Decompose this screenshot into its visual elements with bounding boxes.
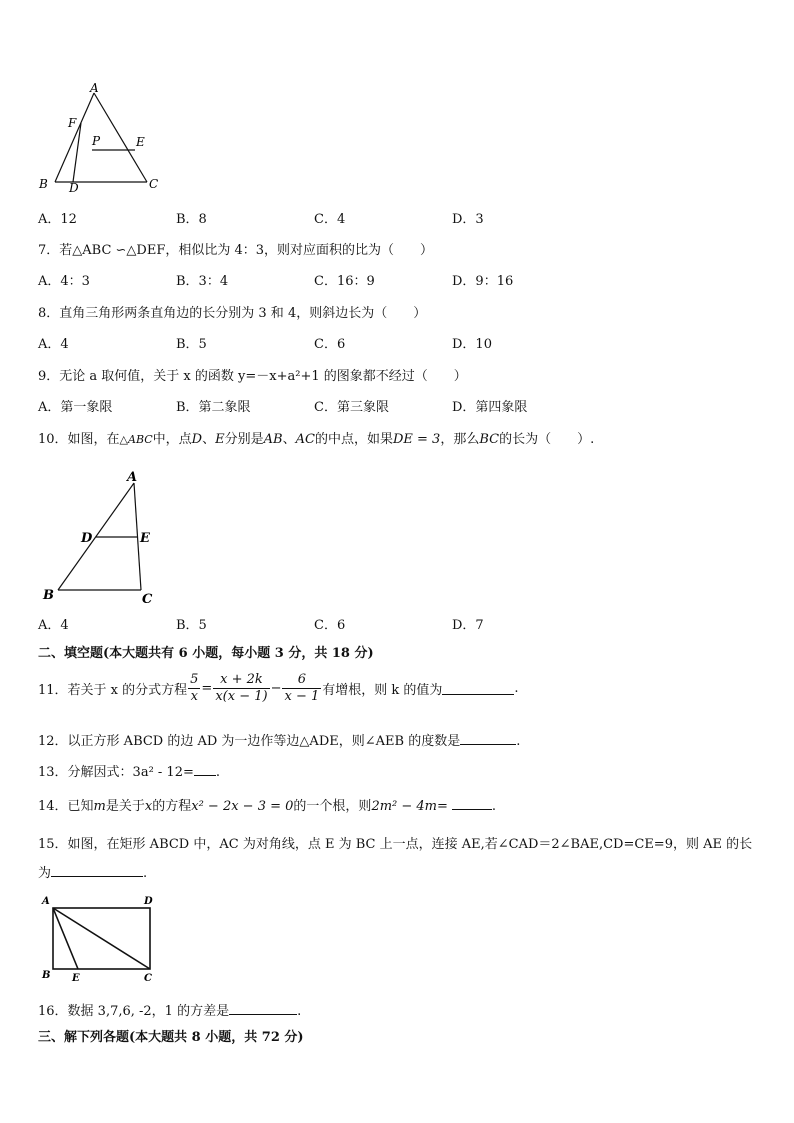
question-9: 9．无论 a 取何值，关于 x 的函数 y=－x+a²+1 的图象都不经过（ ） bbox=[38, 369, 467, 384]
triangle-figure-2 bbox=[38, 466, 163, 608]
q13-end: . bbox=[215, 765, 221, 780]
label-D: D bbox=[69, 181, 79, 195]
q10-ac: AC bbox=[295, 432, 315, 447]
q13-answer-blank[interactable] bbox=[194, 763, 216, 776]
label-A: A bbox=[127, 470, 138, 485]
label-B: B bbox=[39, 177, 48, 191]
label-E: E bbox=[136, 135, 145, 149]
q15-line2-text: 为 bbox=[38, 866, 52, 881]
q11-prefix: 11．若关于 x 的分式方程 bbox=[38, 682, 188, 698]
q10-point-d: D bbox=[191, 432, 203, 447]
question-13 bbox=[38, 761, 220, 780]
q10-text-4: ，那么 bbox=[440, 432, 480, 447]
q10-text-3: 的中点，如果 bbox=[314, 432, 393, 447]
fraction-3-num: 6 bbox=[282, 672, 321, 689]
q10-sep-2: 、 bbox=[282, 432, 296, 447]
q14-expression: 2m² − 4m bbox=[371, 799, 438, 814]
label-D: D bbox=[81, 531, 93, 546]
label-B: B bbox=[43, 588, 54, 603]
fraction-1 bbox=[188, 672, 200, 705]
q10-sep: 、 bbox=[202, 432, 216, 447]
q12-text: 12．以正方形 ABCD 的边 AD 为一边作等边△ADE，则∠AEB 的度数是 bbox=[38, 734, 461, 749]
question-8: 8．直角三角形两条直角边的长分别为 3 和 4，则斜边长为（ ） bbox=[38, 306, 427, 321]
q6-option-c: C．4 bbox=[314, 212, 346, 227]
q11-suffix: 有增根，则 k 的值为 bbox=[322, 682, 443, 698]
q9-option-d: D．第四象限 bbox=[452, 400, 528, 415]
q6-option-a: A．12 bbox=[38, 212, 77, 227]
label-E: E bbox=[72, 973, 80, 984]
fraction-1-num: 5 bbox=[190, 671, 199, 687]
q7-option-d: D．9：16 bbox=[452, 274, 514, 289]
rectangle-figure bbox=[38, 892, 163, 987]
q10-prefix: 10．如图，在 bbox=[38, 432, 120, 447]
q9-option-c: C．第三象限 bbox=[314, 400, 389, 415]
q10-bc: BC bbox=[479, 432, 500, 447]
q14-m: m bbox=[93, 799, 106, 814]
fraction-3-den: x − 1 bbox=[284, 688, 320, 704]
q10-point-e: E bbox=[215, 432, 225, 447]
section-2-heading: 二、填空题(本大题共有 6 小题，每小题 3 分，共 18 分) bbox=[38, 646, 374, 661]
q6-option-d: D．3 bbox=[452, 212, 484, 227]
q10-triangle: △ABC bbox=[119, 433, 153, 446]
q6-option-b: B．8 bbox=[176, 212, 207, 227]
q14-answer-blank[interactable] bbox=[452, 797, 492, 810]
q10-suffix: 的长为（ ）. bbox=[499, 432, 595, 447]
q11-answer-blank[interactable] bbox=[442, 682, 514, 695]
q14-x: x bbox=[144, 799, 153, 814]
q8-option-d: D．10 bbox=[452, 337, 492, 352]
q10-option-d: D．7 bbox=[452, 618, 484, 633]
q12-end: . bbox=[516, 734, 521, 749]
fraction-2 bbox=[213, 672, 269, 705]
question-16 bbox=[38, 1000, 301, 1019]
label-C: C bbox=[149, 177, 159, 191]
question-14 bbox=[38, 795, 496, 814]
q14-text-3: 的一个根，则 bbox=[293, 799, 372, 814]
label-C: C bbox=[144, 973, 152, 984]
q15-answer-blank[interactable] bbox=[51, 864, 143, 877]
q14-prefix: 14．已知 bbox=[38, 799, 94, 814]
q16-text: 16．数据 3,7,6, -2，1 的方差是 bbox=[38, 1004, 230, 1019]
q14-equation: x² − 2x − 3 = 0 bbox=[191, 799, 294, 814]
q15-end: . bbox=[143, 866, 148, 881]
q8-option-c: C．6 bbox=[314, 337, 346, 352]
q14-text-2: 的方程 bbox=[152, 799, 192, 814]
q16-end: . bbox=[297, 1004, 302, 1019]
label-F: F bbox=[68, 116, 77, 130]
question-15-line-1: 15．如图，在矩形 ABCD 中，AC 为对角线，点 E 为 BC 上一点，连接 AE,若∠CAD＝2∠BAE,CD=CE=9，则 AE 的长 bbox=[38, 837, 753, 852]
q10-equation: DE = 3 bbox=[392, 432, 441, 447]
q11-end: . bbox=[514, 680, 519, 696]
q7-option-c: C．16：9 bbox=[314, 274, 375, 289]
q9-option-b: B．第二象限 bbox=[176, 400, 251, 415]
q7-option-b: B．3：4 bbox=[176, 274, 229, 289]
q11-minus: − bbox=[270, 680, 282, 696]
q14-equals: = bbox=[437, 799, 448, 814]
q8-option-b: B．5 bbox=[176, 337, 207, 352]
q7-option-a: A．4：3 bbox=[38, 274, 90, 289]
question-11 bbox=[38, 668, 519, 708]
q16-answer-blank[interactable] bbox=[229, 1002, 297, 1015]
label-E: E bbox=[140, 531, 150, 546]
label-A: A bbox=[42, 896, 50, 907]
label-C: C bbox=[142, 592, 153, 607]
q10-option-b: B．5 bbox=[176, 618, 207, 633]
q14-end: . bbox=[491, 799, 497, 814]
q11-equals: = bbox=[201, 680, 213, 696]
q10-text-1: 中，点 bbox=[152, 432, 192, 447]
q10-option-a: A．4 bbox=[38, 618, 69, 633]
q12-answer-blank[interactable] bbox=[460, 732, 516, 745]
section-3-heading: 三、解下列各题(本大题共 8 小题，共 72 分) bbox=[38, 1030, 304, 1045]
fraction-2-den: x(x − 1) bbox=[215, 688, 268, 704]
q14-text-1: 是关于 bbox=[105, 799, 145, 814]
label-P: P bbox=[92, 134, 101, 148]
q10-text-2: 分别是 bbox=[224, 432, 264, 447]
q10-option-c: C．6 bbox=[314, 618, 346, 633]
question-7: 7．若△ABC ∽△DEF，相似比为 4：3，则对应面积的比为（ ） bbox=[38, 243, 434, 258]
fraction-2-num: x + 2k bbox=[213, 672, 269, 689]
q13-text: 13．分解因式：3a² - 12= bbox=[38, 765, 194, 780]
q9-option-a: A．第一象限 bbox=[38, 400, 113, 415]
label-B: B bbox=[42, 970, 51, 981]
question-10 bbox=[38, 428, 594, 447]
label-D: D bbox=[144, 896, 153, 907]
triangle-figure-1 bbox=[36, 82, 166, 197]
label-A: A bbox=[90, 82, 99, 95]
fraction-3 bbox=[282, 672, 321, 705]
fraction-1-den: x bbox=[190, 688, 198, 704]
question-15-line-2 bbox=[38, 862, 147, 881]
q8-option-a: A．4 bbox=[38, 337, 69, 352]
q10-ab: AB bbox=[263, 432, 283, 447]
question-12 bbox=[38, 730, 520, 749]
